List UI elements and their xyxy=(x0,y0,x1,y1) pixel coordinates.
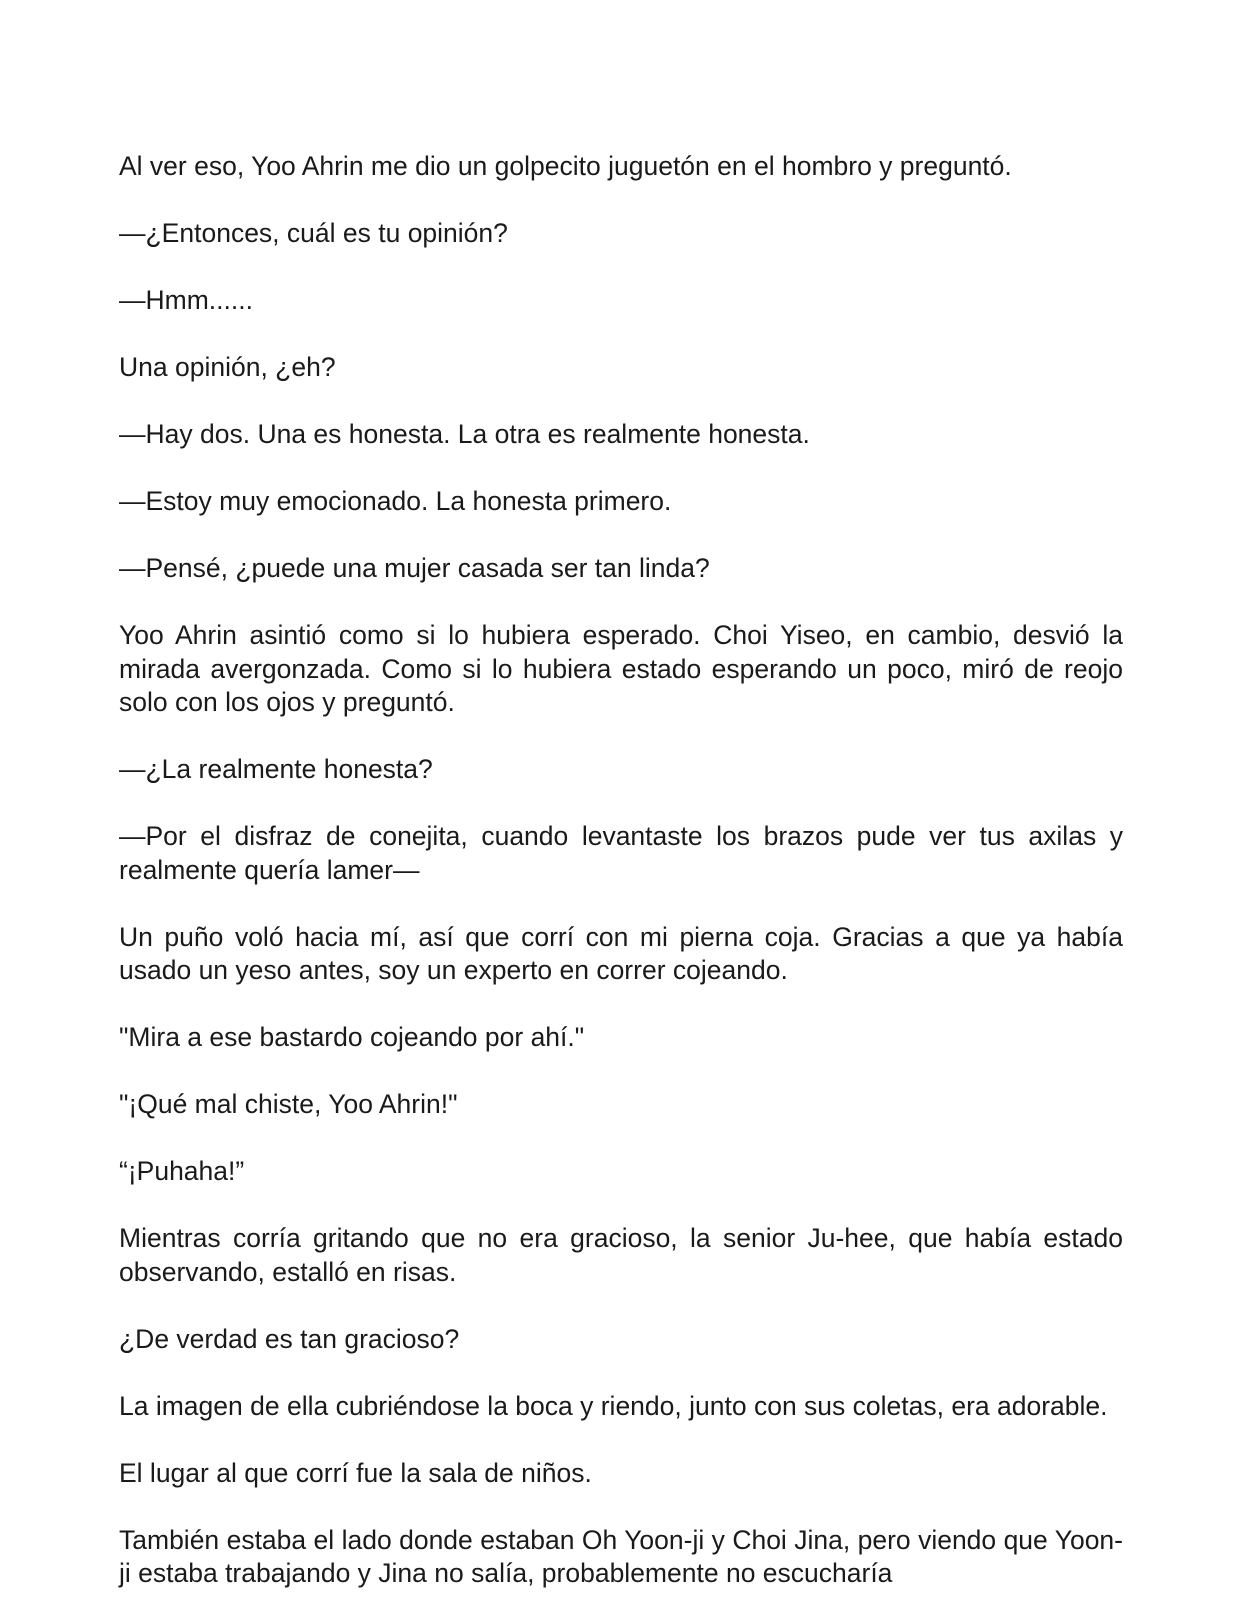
paragraph: Una opinión, ¿eh? xyxy=(119,352,336,382)
paragraph: “¡Puhaha!” xyxy=(119,1156,245,1186)
paragraph: —Estoy muy emocionado. La honesta primero. xyxy=(119,486,672,516)
paragraph: "Mira a ese bastardo cojeando por ahí." xyxy=(119,1022,585,1052)
paragraph: Yoo Ahrin asintió como si lo hubiera esperado. Choi Yiseo, en cambio, desvió la mirada avergonzada. Como si lo hubiera estado esperando un poco, miró de reojo solo con los ojos y preguntó. xyxy=(119,620,1123,717)
paragraph: "¡Qué mal chiste, Yoo Ahrin!" xyxy=(119,1089,458,1119)
paragraph: —Por el disfraz de conejita, cuando levantaste los brazos pude ver tus axilas y realmente quería lamer— xyxy=(119,821,1123,885)
paragraph: La imagen de ella cubriéndose la boca y riendo, junto con sus coletas, era adorable. xyxy=(119,1390,1108,1421)
paragraph: El lugar al que corrí fue la sala de niños. xyxy=(119,1457,592,1488)
paragraph: —Pensé, ¿puede una mujer casada ser tan linda? xyxy=(119,553,710,583)
paragraph: —Hay dos. Una es honesta. La otra es realmente honesta. xyxy=(119,419,810,449)
paragraph: Mientras corría gritando que no era gracioso, la senior Ju-hee, que había estado observando, estalló en risas. xyxy=(119,1223,1123,1287)
paragraph: Al ver eso, Yoo Ahrin me dio un golpecito juguetón en el hombro y preguntó. xyxy=(119,151,1012,181)
document-body xyxy=(119,150,1123,1620)
paragraph: —¿La realmente honesta? xyxy=(119,754,433,784)
paragraph: Un puño voló hacia mí, así que corrí con mi pierna coja. Gracias a que ya había usado un yeso antes, soy un experto en correr cojeando. xyxy=(119,921,1123,985)
paragraph: ¿De verdad es tan gracioso? xyxy=(119,1323,460,1354)
paragraph: —¿Entonces, cuál es tu opinión? xyxy=(119,218,508,248)
paragraph: —Hmm...... xyxy=(119,285,253,315)
paragraph: También estaba el lado donde estaban Oh Yoon-ji y Choi Jina, pero viendo que Yoon-ji estaba trabajando y Jina no salía, probablemente no escucharía xyxy=(119,1524,1123,1588)
